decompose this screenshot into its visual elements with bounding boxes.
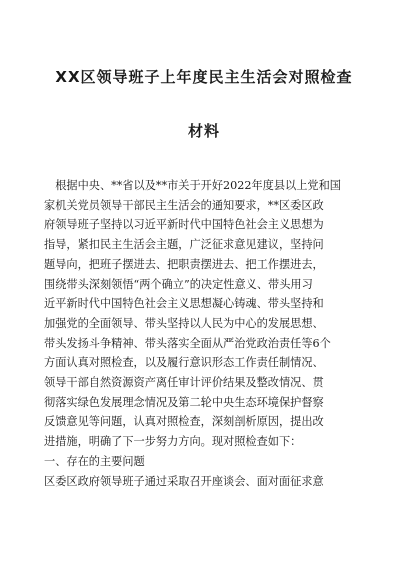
body-line: 加强党的全面领导、带头坚持以人民为中心的发展思想、 xyxy=(44,316,324,330)
body-line: 区委区政府领导班子通过采取召开座谈会、面对面征求意 xyxy=(44,474,324,488)
body-line: 领导干部自然资源资产离任审计评价结果及整改情况、贯 xyxy=(44,376,324,390)
body-line: 方面认真对照检查，以及履行意识形态工作责任制情况、 xyxy=(44,356,324,370)
section-heading: 一、存在的主要问题 xyxy=(44,454,145,468)
body-line: 近平新时代中国特色社会主义思想凝心铸魂、带头坚持和 xyxy=(44,297,324,311)
body-line: 家机关党员领导干部民主生活会的通知要求，**区委区政 xyxy=(44,198,324,212)
body-line: 指导，紧扣民主生活会主题，广泛征求意见建议，坚持问 xyxy=(44,238,324,252)
body-line: 题导向，把班子摆进去、把职责摆进去、把工作摆进去， xyxy=(44,257,324,271)
body-line: 带头发扬斗争精神、带头落实全面从严治党政治责任等6个 xyxy=(44,336,331,350)
body-line: 围绕带头深刻领悟“两个确立”的决定性意义、带头用习 xyxy=(44,277,313,291)
document-title-line-1: XX区领导班子上年度民主生活会对照检查 xyxy=(55,68,353,86)
body-line: 反馈意见等问题，认真对照检查，深刻剖析原因，提出改 xyxy=(44,415,324,429)
body-line: 进措施，明确了下一步努力方向。现对照检查如下： xyxy=(44,435,302,449)
body-line: 根据中央、**省以及**市关于开好2022年度县以上党和国 xyxy=(44,179,341,192)
document-title-line-2: 材料 xyxy=(187,122,220,140)
body-line: 彻落实绿色发展理念情况及第二轮中央生态环境保护督察 xyxy=(44,395,324,409)
body-line: 府领导班子坚持以习近平新时代中国特色社会主义思想为 xyxy=(44,218,324,232)
document-body xyxy=(44,176,366,491)
